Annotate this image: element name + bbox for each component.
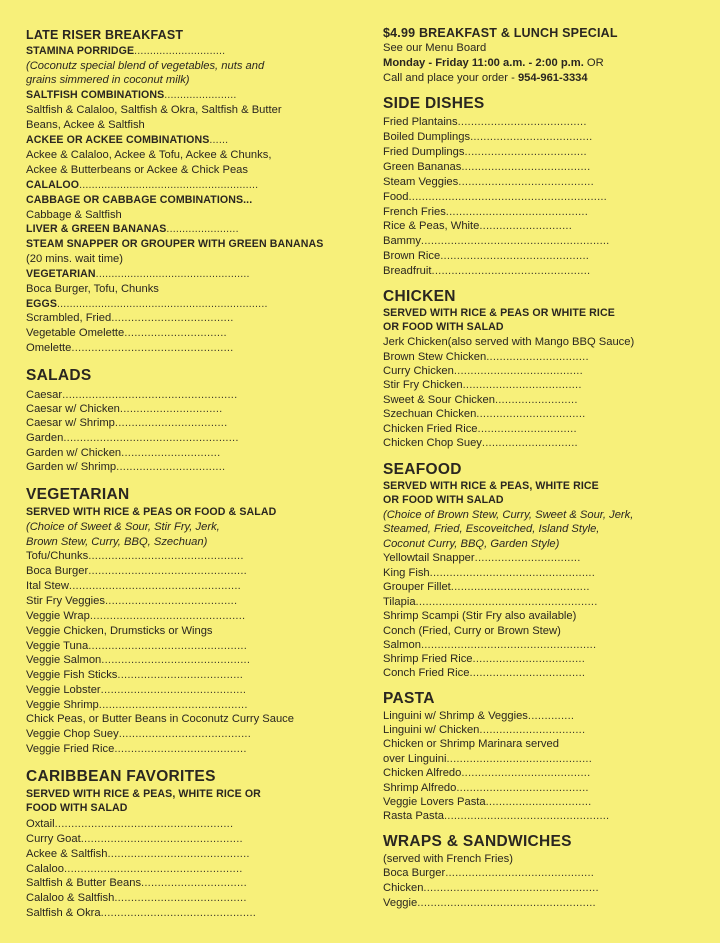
dot-leader: ................................. — [476, 408, 586, 420]
section-heading — [383, 288, 456, 306]
menu-item — [26, 103, 282, 117]
menu-item — [26, 609, 245, 623]
section-heading — [383, 690, 435, 708]
menu-text: ACKEE OR ACKEE COMBINATIONS — [26, 134, 210, 146]
dot-leader: ..................................................... — [63, 432, 239, 444]
menu-subheading — [26, 222, 239, 236]
menu-item — [383, 537, 559, 551]
menu-item — [383, 737, 559, 751]
menu-item — [26, 594, 237, 608]
dot-leader: ................................................. — [80, 833, 243, 845]
menu-item — [383, 56, 604, 70]
menu-text: Stir Fry Chicken — [383, 379, 463, 391]
menu-item — [383, 115, 587, 129]
section-heading — [26, 768, 216, 786]
menu-item — [26, 906, 256, 920]
menu-text: (Choice of Brown Stew, Curry, Sweet & Sour, Jerk, — [383, 509, 634, 521]
menu-item — [26, 683, 246, 697]
menu-text: SERVED WITH RICE & PEAS OR FOOD & SALAD — [26, 506, 277, 518]
dot-leader: ........................................ — [104, 595, 238, 607]
menu-item — [26, 59, 264, 73]
dot-leader: .................................................... — [68, 580, 241, 592]
dot-leader: ............................................ — [100, 684, 247, 696]
section-heading — [26, 367, 92, 385]
dot-leader: ................................................. — [95, 268, 250, 280]
menu-text: Veggie Lobster — [26, 684, 101, 696]
menu-text: Garden w/ Chicken — [26, 447, 122, 459]
menu-text: (Coconutz special blend of vegetables, nuts and — [26, 60, 265, 72]
menu-item — [26, 118, 145, 132]
dot-leader: ....................................... — [453, 365, 583, 377]
menu-text: $4.99 BREAKFAST & LUNCH SPECIAL — [383, 26, 618, 40]
menu-item — [26, 579, 241, 593]
menu-text: Oxtail — [26, 818, 55, 830]
menu-text: Beans, Ackee & Saltfish — [26, 119, 145, 131]
menu-item — [383, 522, 599, 536]
menu-text: OR FOOD WITH SALAD — [383, 494, 504, 506]
menu-text: (20 mins. wait time) — [26, 253, 123, 265]
menu-text: STAMINA PORRIDGE — [26, 45, 135, 57]
menu-item — [383, 896, 596, 910]
menu-text: Boca Burger, Tofu, Chunks — [26, 283, 159, 295]
menu-text: King Fish — [383, 567, 430, 579]
menu-item — [26, 388, 237, 402]
dot-leader: ............................................. — [101, 654, 251, 666]
menu-text: Veggie Lovers Pasta — [383, 796, 486, 808]
menu-item — [26, 639, 247, 653]
section-heading — [383, 461, 462, 479]
menu-item — [383, 508, 633, 522]
menu-item — [383, 852, 513, 866]
dot-leader: ....................................... — [461, 161, 591, 173]
dot-leader: ..................................... — [111, 312, 234, 324]
menu-item — [383, 752, 592, 766]
menu-text: Veggie Wrap — [26, 610, 90, 622]
menu-text-suffix: OR — [583, 57, 604, 69]
menu-text: Vegetable Omelette — [26, 327, 125, 339]
menu-text: Call and place your order - — [383, 72, 518, 84]
menu-item — [383, 781, 589, 795]
dot-leader: ................................ — [485, 796, 592, 808]
menu-item — [383, 624, 561, 638]
dot-leader: ........................................ — [114, 892, 247, 904]
dot-leader: .......................................... — [450, 581, 590, 593]
menu-text: Bammy — [383, 235, 421, 247]
menu-text: Shrimp Scampi (Stir Fry also available) — [383, 610, 577, 622]
menu-text: Salmon — [383, 639, 421, 651]
menu-item — [26, 416, 227, 430]
dot-leader: ............................................. — [98, 699, 248, 711]
menu-item — [26, 73, 190, 87]
section-heading — [383, 95, 485, 113]
menu-subheading — [26, 801, 128, 815]
menu-text: Monday - Friday 11:00 a.m. - 2:00 p.m. — [383, 57, 584, 69]
menu-subheading — [26, 787, 261, 801]
menu-text: Veggie Tuna — [26, 640, 89, 652]
menu-item — [26, 876, 247, 890]
menu-text: Steamed, Fried, Escoveitched, Island Style, — [383, 523, 600, 535]
menu-text: Veggie Fish Sticks — [26, 669, 118, 681]
menu-text: Conch (Fried, Curry or Brown Stew) — [383, 625, 561, 637]
menu-text: Veggie Shrimp — [26, 699, 99, 711]
menu-text: Szechuan Chicken — [383, 408, 477, 420]
dot-leader: ............................................. — [445, 867, 595, 879]
menu-subheading — [26, 505, 276, 519]
dot-leader: ..................................................... — [423, 882, 599, 894]
menu-text: Shrimp Alfredo — [383, 782, 457, 794]
dot-leader: ................................... — [469, 667, 586, 679]
menu-text: (served with French Fries) — [383, 853, 513, 865]
menu-text: Sweet & Sour Chicken — [383, 394, 495, 406]
menu-item — [383, 436, 578, 450]
menu-item — [26, 208, 122, 222]
menu-text: Veggie Chop Suey — [26, 728, 119, 740]
dot-leader: ......................................... — [458, 176, 594, 188]
menu-item — [26, 891, 247, 905]
dot-leader: ................................ — [141, 877, 247, 889]
menu-text: Linguini w/ Chicken — [383, 724, 480, 736]
dot-leader: ............................. — [481, 437, 578, 449]
menu-item — [383, 666, 585, 680]
section-heading — [383, 25, 618, 41]
menu-item — [383, 709, 574, 723]
menu-item — [26, 460, 225, 474]
menu-text: EGGS — [26, 298, 58, 310]
menu-text: STEAM SNAPPER OR GROUPER WITH GREEN BANANAS — [26, 238, 324, 250]
menu-text: Stir Fry Veggies — [26, 595, 105, 607]
menu-text: (Choice of Sweet & Sour, Stir Fry, Jerk, — [26, 521, 220, 533]
menu-item — [383, 190, 607, 204]
menu-text: Chick Peas, or Butter Beans in Coconutz Curry Sauce — [26, 713, 295, 725]
menu-text: Saltfish & Butter Beans — [26, 877, 142, 889]
menu-text: VEGETARIAN — [26, 486, 130, 503]
menu-text: PASTA — [383, 690, 435, 707]
dot-leader: ...................................................... — [63, 863, 243, 875]
menu-item — [26, 742, 247, 756]
dot-leader: ................................................ — [88, 640, 248, 652]
dot-leader: ........................................ — [456, 782, 589, 794]
dot-leader: ....................... — [164, 89, 237, 101]
menu-text: OR FOOD WITH SALAD — [383, 321, 504, 333]
menu-item — [383, 350, 589, 364]
menu-text: SERVED WITH RICE & PEAS OR WHITE RICE — [383, 307, 615, 319]
menu-text: Shrimp Fried Rice — [383, 653, 473, 665]
menu-text: Veggie Fried Rice — [26, 743, 115, 755]
menu-text: Green Bananas — [383, 161, 462, 173]
menu-item — [26, 535, 207, 549]
dot-leader: ................................................................... — [57, 298, 268, 310]
menu-text: SALTFISH COMBINATIONS — [26, 89, 165, 101]
menu-item — [383, 71, 588, 85]
menu-subheading — [26, 88, 237, 102]
menu-text: Ackee & Saltfish — [26, 848, 108, 860]
menu-text: Cabbage & Saltfish — [26, 209, 122, 221]
dot-leader: ....................... — [166, 223, 239, 235]
menu-text: Saltfish & Calaloo, Saltfish & Okra, Saltfish & Butter — [26, 104, 282, 116]
menu-text: Boca Burger — [383, 867, 446, 879]
menu-subheading — [383, 320, 504, 334]
menu-item — [383, 160, 590, 174]
menu-item — [383, 881, 599, 895]
menu-item — [26, 668, 243, 682]
dot-leader: ................................. — [116, 461, 226, 473]
dot-leader: .................................... — [462, 379, 582, 391]
menu-text: SEAFOOD — [383, 461, 462, 478]
menu-text: Veggie Salmon — [26, 654, 102, 666]
menu-text: Chicken — [383, 882, 424, 894]
menu-item — [383, 809, 609, 823]
menu-text: Rasta Pasta — [383, 810, 444, 822]
menu-subheading — [26, 267, 250, 281]
dot-leader: .................................. — [472, 653, 586, 665]
dot-leader: ....................................... — [461, 767, 591, 779]
menu-text: Ackee & Calaloo, Ackee & Tofu, Ackee & Chunks, — [26, 149, 272, 161]
menu-subheading — [26, 297, 268, 311]
dot-leader: .............. — [527, 710, 575, 722]
menu-text: Caesar — [26, 389, 63, 401]
menu-text: SERVED WITH RICE & PEAS, WHITE RICE — [383, 480, 599, 492]
menu-item — [26, 148, 271, 162]
dot-leader: ............................. — [134, 45, 226, 57]
menu-item — [26, 282, 159, 296]
menu-subheading — [383, 306, 615, 320]
menu-text: Grouper Fillet — [383, 581, 451, 593]
menu-text: VEGETARIAN — [26, 268, 96, 280]
menu-item — [383, 795, 592, 809]
menu-item — [26, 698, 248, 712]
menu-item — [383, 249, 589, 263]
menu-text: Caesar w/ Shrimp — [26, 417, 115, 429]
menu-text: grains simmered in coconut milk) — [26, 74, 190, 86]
menu-item — [383, 145, 587, 159]
menu-text: Saltfish & Okra — [26, 907, 101, 919]
menu-text: See our Menu Board — [383, 42, 487, 54]
menu-text: Ital Stew — [26, 580, 69, 592]
menu-text: Brown Rice — [383, 250, 441, 262]
dot-leader: ............................................ — [446, 753, 593, 765]
dot-leader: ............................................. — [440, 250, 590, 262]
menu-text: SALADS — [26, 367, 92, 384]
menu-subheading — [26, 237, 323, 251]
menu-item — [26, 402, 222, 416]
dot-leader: ..................................................... — [420, 639, 597, 651]
menu-subheading — [26, 44, 225, 58]
dot-leader: ........................................ — [118, 728, 252, 740]
menu-text: Caesar w/ Chicken — [26, 403, 120, 415]
section-heading — [26, 27, 183, 43]
dot-leader: ....................................................... — [415, 596, 598, 608]
menu-item — [26, 520, 220, 534]
dot-leader: .............................. — [121, 447, 221, 459]
menu-text: Breadfruit — [383, 265, 432, 277]
menu-item — [26, 326, 227, 340]
menu-subheading — [383, 479, 599, 493]
menu-text: Brown Stew, Curry, BBQ, Szechuan) — [26, 536, 208, 548]
menu-item — [26, 712, 294, 726]
menu-text: Fried Dumplings — [383, 146, 465, 158]
menu-text: Rice & Peas, White — [383, 220, 480, 232]
menu-text: Veggie — [383, 897, 418, 909]
menu-text: CABBAGE OR CABBAGE COMBINATIONS... — [26, 194, 253, 206]
menu-text: LIVER & GREEN BANANAS — [26, 223, 167, 235]
menu-text: Garden — [26, 432, 64, 444]
dot-leader: ......................... — [494, 394, 578, 406]
menu-text: LATE RISER BREAKFAST — [26, 28, 184, 42]
menu-text: Curry Goat — [26, 833, 81, 845]
menu-item — [383, 41, 486, 55]
menu-text: French Fries — [383, 206, 446, 218]
menu-item — [383, 551, 581, 565]
menu-item — [383, 205, 588, 219]
menu-text: Chicken or Shrimp Marinara served — [383, 738, 559, 750]
menu-subheading — [26, 133, 228, 147]
dot-leader: ..................................................... — [62, 389, 238, 401]
menu-text: Calaloo & Saltfish — [26, 892, 115, 904]
menu-text: Calaloo — [26, 863, 64, 875]
dot-leader: ................................ — [479, 724, 586, 736]
menu-item — [26, 549, 244, 563]
menu-item — [383, 407, 585, 421]
menu-item — [26, 862, 243, 876]
dot-leader: ............................................... — [89, 610, 246, 622]
menu-text: Chicken Alfredo — [383, 767, 462, 779]
dot-leader: ............................................... — [100, 907, 257, 919]
menu-text: Brown Stew Chicken — [383, 351, 487, 363]
menu-item — [383, 595, 598, 609]
menu-item — [383, 766, 590, 780]
dot-leader: .................................................. — [429, 567, 596, 579]
menu-text: WRAPS & SANDWICHES — [383, 833, 572, 850]
menu-item — [383, 638, 596, 652]
dot-leader: ...................................... — [117, 669, 244, 681]
dot-leader: ................................................ — [431, 265, 591, 277]
menu-text: Steam Veggies — [383, 176, 459, 188]
menu-item — [26, 653, 250, 667]
menu-item — [26, 817, 233, 831]
dot-leader: ..................................... — [464, 146, 587, 158]
dot-leader: ................................ — [474, 552, 581, 564]
menu-text: Linguini w/ Shrimp & Veggies — [383, 710, 528, 722]
dot-leader: ......................................................... — [420, 235, 610, 247]
menu-item — [383, 566, 595, 580]
dot-leader: ............................... — [486, 351, 589, 363]
dot-leader: ...................................................... — [417, 897, 596, 909]
dot-leader: ........................................... — [107, 848, 250, 860]
menu-subheading — [383, 493, 504, 507]
menu-text: over Linguini — [383, 753, 447, 765]
menu-text: Boca Burger — [26, 565, 89, 577]
menu-text: Chicken Chop Suey — [383, 437, 482, 449]
menu-text: SERVED WITH RICE & PEAS, WHITE RICE OR — [26, 788, 261, 800]
menu-subheading — [26, 178, 258, 192]
dot-leader: .................................................. — [443, 810, 610, 822]
menu-text: Jerk Chicken(also served with Mango BBQ Sauce) — [383, 336, 635, 348]
dot-leader: ............................................... — [88, 550, 244, 562]
menu-item — [383, 234, 610, 248]
menu-text: Coconut Curry, BBQ, Garden Style) — [383, 538, 560, 550]
menu-text: Omelette — [26, 342, 72, 354]
menu-text: CARIBBEAN FAVORITES — [26, 768, 216, 785]
menu-text: CALALOO — [26, 179, 80, 191]
menu-text: Veggie Chicken, Drumsticks or Wings — [26, 625, 213, 637]
dot-leader: ....................................... — [457, 116, 587, 128]
menu-item — [26, 832, 243, 846]
menu-item — [26, 727, 251, 741]
dot-leader: ......................................................... — [79, 179, 259, 191]
menu-text: Food — [383, 191, 409, 203]
menu-item — [26, 341, 234, 355]
menu-text: SIDE DISHES — [383, 95, 485, 112]
menu-item — [26, 431, 239, 445]
phone-number: 954-961-3334 — [517, 72, 588, 84]
menu-text: Boiled Dumplings — [383, 131, 471, 143]
menu-item — [26, 624, 213, 638]
menu-item — [383, 378, 582, 392]
menu-item — [26, 564, 247, 578]
menu-text: CHICKEN — [383, 288, 456, 305]
menu-item — [383, 580, 590, 594]
dot-leader: ...................................................... — [54, 818, 234, 830]
menu-text: Tofu/Chunks — [26, 550, 89, 562]
menu-item — [26, 163, 248, 177]
menu-text: FOOD WITH SALAD — [26, 802, 128, 814]
menu-item — [383, 364, 583, 378]
dot-leader: ........................................... — [445, 206, 589, 218]
menu-item — [383, 219, 572, 233]
menu-item — [383, 723, 585, 737]
menu-item — [26, 252, 123, 266]
menu-item — [383, 609, 576, 623]
dot-leader: ................................................ — [88, 565, 247, 577]
menu-item — [383, 335, 634, 349]
menu-text: Yellowtail Snapper — [383, 552, 475, 564]
dot-leader: ...... — [209, 134, 229, 146]
dot-leader: ............................... — [119, 403, 223, 415]
section-heading — [26, 486, 129, 504]
menu-text: Garden w/ Shrimp — [26, 461, 117, 473]
menu-item — [26, 446, 220, 460]
menu-text: Curry Chicken — [383, 365, 454, 377]
menu-text: Tilapia — [383, 596, 416, 608]
menu-item — [26, 847, 250, 861]
dot-leader: ............................................................ — [408, 191, 607, 203]
menu-item — [383, 422, 577, 436]
menu-text: Conch Fried Rice — [383, 667, 470, 679]
menu-item — [383, 130, 592, 144]
menu-text: Fried Plantains — [383, 116, 458, 128]
menu-item — [383, 175, 594, 189]
menu-item — [383, 264, 590, 278]
menu-text: Scrambled, Fried — [26, 312, 112, 324]
dot-leader: ............................ — [479, 220, 573, 232]
dot-leader: .................................. — [114, 417, 228, 429]
menu-item — [383, 652, 585, 666]
dot-leader: .............................. — [477, 423, 577, 435]
dot-leader: ............................... — [124, 327, 227, 339]
menu-text: Chicken Fried Rice — [383, 423, 478, 435]
dot-leader: ................................................. — [71, 342, 234, 354]
dot-leader: ........................................ — [114, 743, 247, 755]
dot-leader: ..................................... — [470, 131, 593, 143]
menu-item — [383, 393, 578, 407]
menu-item — [26, 311, 234, 325]
menu-text: Ackee & Butterbeans or Ackee & Chick Peas — [26, 164, 249, 176]
menu-item — [383, 866, 594, 880]
section-heading — [383, 833, 572, 851]
menu-subheading — [26, 193, 252, 207]
